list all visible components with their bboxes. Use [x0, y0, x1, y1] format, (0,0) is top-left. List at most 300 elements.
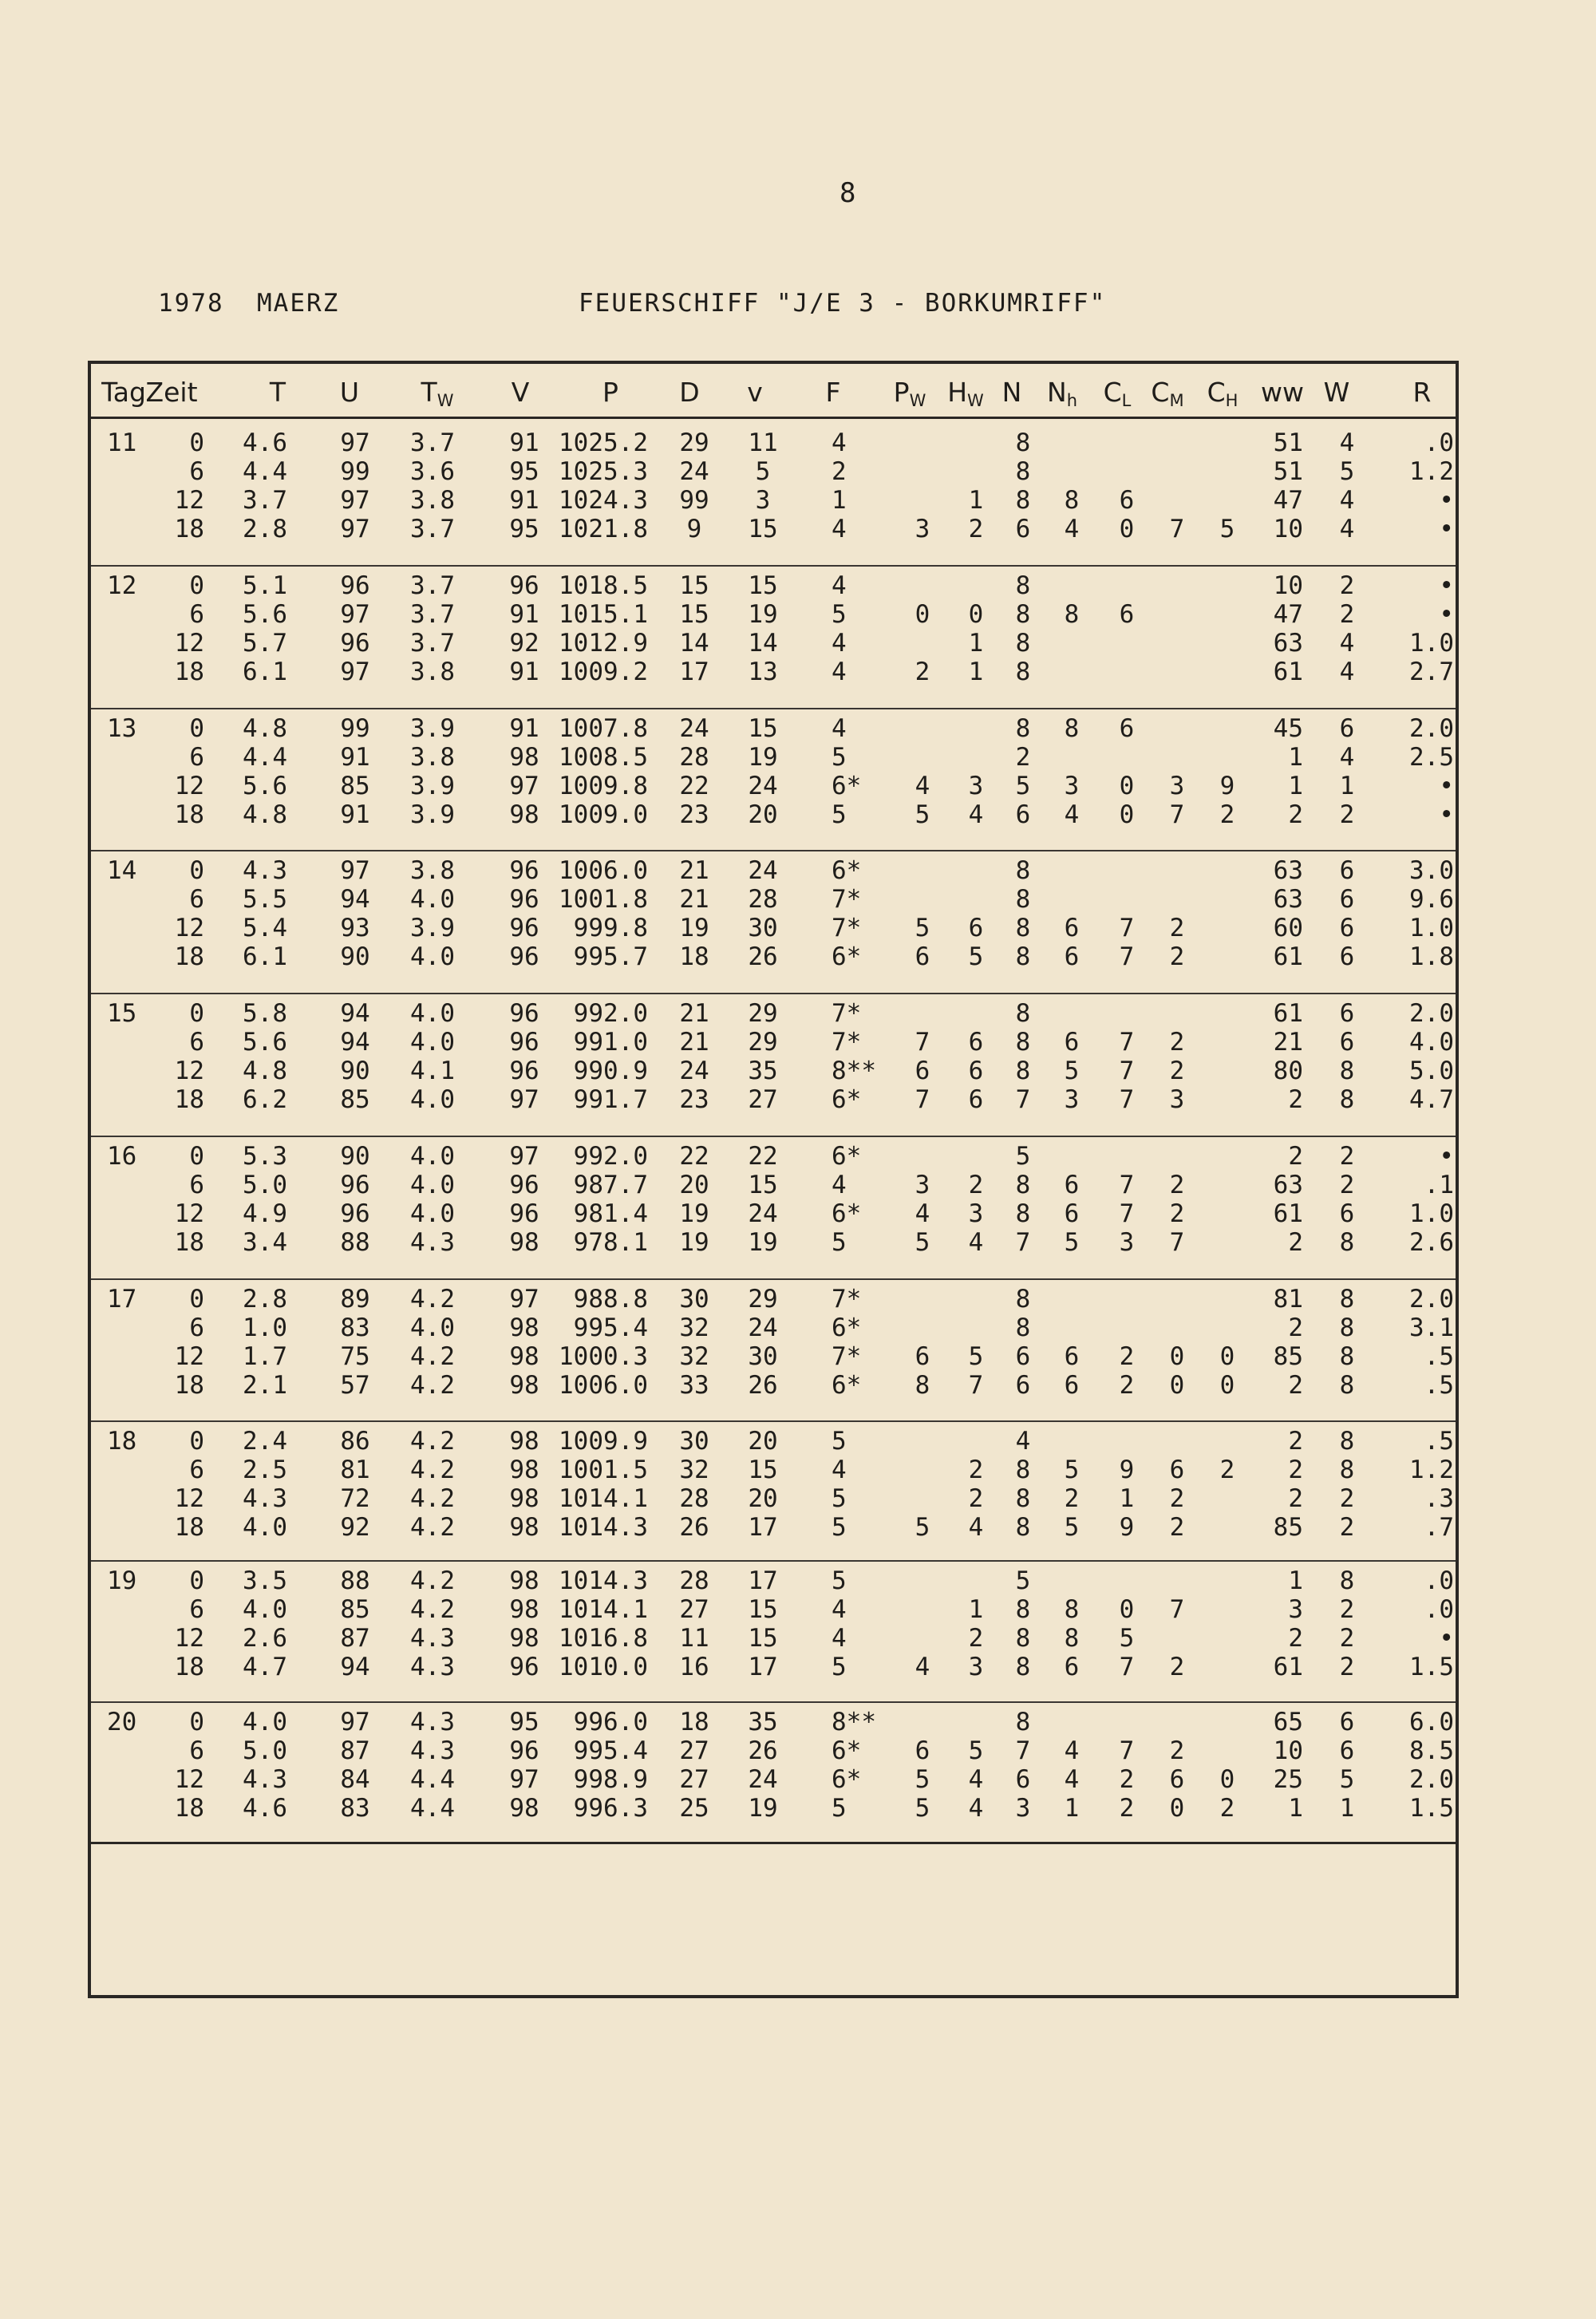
cell-d: 28	[679, 743, 709, 772]
cell-ww: 2	[1288, 1484, 1303, 1513]
cell-v: 29	[748, 999, 778, 1028]
cell-p: 981.4	[573, 1199, 648, 1228]
cell-tw: 4.2	[410, 1371, 455, 1400]
cell-n: 6	[1015, 1342, 1031, 1371]
cell-tw: 4.0	[410, 1171, 455, 1199]
cell-t: 4.0	[243, 1708, 287, 1736]
cell-n: 8	[1015, 486, 1031, 515]
cell-t: 6.1	[243, 942, 287, 971]
cell-v: 19	[748, 600, 778, 629]
cell-u: 91	[340, 800, 370, 829]
cell-ww: 63	[1273, 1171, 1303, 1199]
cell-ww: 85	[1273, 1342, 1303, 1371]
cell-t: 4.4	[243, 457, 287, 486]
cell-p: 1018.5	[559, 571, 648, 600]
cell-n: 8	[1015, 429, 1031, 457]
cell-d: 28	[679, 1484, 709, 1513]
cell-nh: 6	[1064, 1342, 1080, 1371]
cell-hw: 4	[968, 800, 984, 829]
cell-ww: 1	[1288, 772, 1303, 800]
cell-tw: 4.0	[410, 1142, 455, 1171]
column-header	[1104, 377, 1132, 410]
cell-n: 8	[1015, 571, 1031, 600]
cell-f: 4	[832, 658, 847, 686]
cell-t: 4.3	[243, 856, 287, 885]
cell-f: 6*	[832, 856, 862, 885]
cell-d: 21	[679, 999, 709, 1028]
cell-v: 19	[748, 1228, 778, 1257]
cell-nh: 4	[1064, 515, 1080, 543]
cell-tw: 3.7	[410, 571, 455, 600]
cell-cm: 0	[1169, 1794, 1185, 1823]
cell-w: 6	[1339, 856, 1355, 885]
cell-r: .5	[1424, 1342, 1454, 1371]
cell-ww: 45	[1273, 714, 1303, 743]
cell-w: 1	[1339, 772, 1355, 800]
cell-t: 1.7	[243, 1342, 287, 1371]
cell-n: 8	[1015, 1456, 1031, 1484]
cell-d: 32	[679, 1342, 709, 1371]
cell-p: 1016.8	[559, 1624, 648, 1653]
cell-t: 2.4	[243, 1427, 287, 1456]
cell-t: 5.3	[243, 1142, 287, 1171]
cell-cm: 2	[1169, 1028, 1185, 1057]
cell-t: 2.8	[243, 515, 287, 543]
cell-cm: 7	[1169, 515, 1185, 543]
cell-hw: 6	[968, 1085, 984, 1114]
cell-u: 99	[340, 457, 370, 486]
cell-zeit: 6	[189, 1028, 204, 1057]
cell-zeit: 12	[174, 1765, 204, 1794]
cell-n: 5	[1015, 1142, 1031, 1171]
cell-r: •	[1439, 800, 1454, 829]
cell-v: 91	[509, 714, 539, 743]
day-label: 20	[107, 1708, 137, 1736]
cell-f: 7*	[832, 914, 862, 942]
cell-ww: 51	[1273, 429, 1303, 457]
cell-r: 2.5	[1409, 743, 1454, 772]
cell-f: 4	[832, 571, 847, 600]
cell-w: 6	[1339, 999, 1355, 1028]
cell-v: 24	[748, 772, 778, 800]
cell-d: 18	[679, 1708, 709, 1736]
cell-zeit: 0	[189, 856, 204, 885]
cell-w: 6	[1339, 885, 1355, 914]
column-header-subscript: W	[909, 391, 926, 410]
cell-cl: 9	[1119, 1456, 1135, 1484]
cell-cl: 2	[1119, 1371, 1135, 1400]
cell-hw: 0	[968, 600, 984, 629]
cell-zeit: 6	[189, 743, 204, 772]
cell-cl: 9	[1119, 1513, 1135, 1542]
cell-f: 4	[832, 714, 847, 743]
cell-ch: 2	[1219, 1794, 1235, 1823]
cell-zeit: 18	[174, 1085, 204, 1114]
cell-r: 2.0	[1409, 999, 1454, 1028]
cell-w: 2	[1339, 1513, 1355, 1542]
cell-nh: 3	[1064, 772, 1080, 800]
cell-w: 6	[1339, 1736, 1355, 1765]
cell-p: 1012.9	[559, 629, 648, 658]
cell-ww: 2	[1288, 1314, 1303, 1342]
cell-f: 5	[832, 600, 847, 629]
cell-nh: 6	[1064, 1653, 1080, 1681]
cell-v: 13	[748, 658, 778, 686]
cell-w: 2	[1339, 1142, 1355, 1171]
column-header-label: Zeit	[145, 377, 198, 408]
cell-cl: 0	[1119, 772, 1135, 800]
cell-f: 6*	[832, 1736, 862, 1765]
cell-pw: 6	[915, 942, 930, 971]
cell-p: 1021.8	[559, 515, 648, 543]
column-header	[1002, 377, 1022, 408]
cell-f: 6*	[832, 1765, 862, 1794]
cell-p: 987.7	[573, 1171, 648, 1199]
cell-v: 26	[748, 942, 778, 971]
cell-tw: 3.8	[410, 658, 455, 686]
day-label: 19	[107, 1566, 137, 1595]
cell-nh: 8	[1064, 1624, 1080, 1653]
cell-u: 92	[340, 1513, 370, 1542]
column-header-label: U	[339, 377, 360, 408]
cell-d: 22	[679, 772, 709, 800]
column-header	[602, 377, 618, 408]
cell-ww: 10	[1273, 571, 1303, 600]
cell-tw: 4.4	[410, 1794, 455, 1823]
cell-r: 8.5	[1409, 1736, 1454, 1765]
column-header	[1151, 377, 1183, 410]
cell-v: 98	[509, 1427, 539, 1456]
cell-v: 29	[748, 1285, 778, 1314]
cell-n: 8	[1015, 1199, 1031, 1228]
cell-hw: 6	[968, 1028, 984, 1057]
cell-w: 6	[1339, 942, 1355, 971]
cell-zeit: 6	[189, 600, 204, 629]
cell-u: 99	[340, 714, 370, 743]
cell-ww: 2	[1288, 1456, 1303, 1484]
cell-f: 7*	[832, 999, 862, 1028]
cell-u: 97	[340, 515, 370, 543]
cell-u: 97	[340, 1708, 370, 1736]
cell-v: 15	[748, 1624, 778, 1653]
cell-nh: 8	[1064, 1595, 1080, 1624]
column-header	[1324, 377, 1350, 408]
cell-tw: 4.0	[410, 1028, 455, 1057]
cell-n: 5	[1015, 1566, 1031, 1595]
cell-r: 2.0	[1409, 714, 1454, 743]
cell-nh: 1	[1064, 1794, 1080, 1823]
cell-w: 2	[1339, 1624, 1355, 1653]
cell-zeit: 18	[174, 1228, 204, 1257]
cell-p: 1009.8	[559, 772, 648, 800]
cell-cl: 2	[1119, 1794, 1135, 1823]
cell-r: 1.0	[1409, 1199, 1454, 1228]
cell-hw: 3	[968, 1199, 984, 1228]
cell-pw: 7	[915, 1028, 930, 1057]
cell-r: 1.8	[1409, 942, 1454, 971]
cell-d: 9	[686, 515, 702, 543]
cell-t: 5.0	[243, 1171, 287, 1199]
cell-d: 28	[679, 1566, 709, 1595]
cell-v: 96	[509, 914, 539, 942]
cell-d: 21	[679, 856, 709, 885]
cell-n: 3	[1015, 1794, 1031, 1823]
cell-w: 4	[1339, 629, 1355, 658]
cell-ch: 0	[1219, 1765, 1235, 1794]
cell-v: 20	[748, 1484, 778, 1513]
cell-ww: 63	[1273, 856, 1303, 885]
cell-f: 4	[832, 1624, 847, 1653]
cell-tw: 3.7	[410, 629, 455, 658]
cell-hw: 4	[968, 1765, 984, 1794]
cell-cm: 2	[1169, 1171, 1185, 1199]
cell-tw: 3.9	[410, 714, 455, 743]
cell-nh: 4	[1064, 1736, 1080, 1765]
cell-u: 96	[340, 1199, 370, 1228]
cell-f: 5	[832, 1566, 847, 1595]
cell-t: 5.4	[243, 914, 287, 942]
cell-f: 1	[832, 486, 847, 515]
cell-f: 5	[832, 743, 847, 772]
cell-r: .1	[1424, 1171, 1454, 1199]
cell-zeit: 18	[174, 1513, 204, 1542]
cell-r: 9.6	[1409, 885, 1454, 914]
cell-t: 3.7	[243, 486, 287, 515]
cell-v: 35	[748, 1057, 778, 1085]
cell-cl: 7	[1119, 1085, 1135, 1114]
cell-tw: 4.3	[410, 1708, 455, 1736]
day-label: 13	[107, 714, 137, 743]
cell-tw: 4.0	[410, 999, 455, 1028]
cell-v: 27	[748, 1085, 778, 1114]
cell-cl: 2	[1119, 1765, 1135, 1794]
cell-w: 4	[1339, 743, 1355, 772]
cell-u: 87	[340, 1624, 370, 1653]
cell-w: 8	[1339, 1456, 1355, 1484]
cell-w: 1	[1339, 1794, 1355, 1823]
cell-v: 15	[748, 1456, 778, 1484]
cell-nh: 5	[1064, 1228, 1080, 1257]
cell-n: 8	[1015, 1057, 1031, 1085]
cell-zeit: 6	[189, 457, 204, 486]
cell-v: 17	[748, 1653, 778, 1681]
cell-w: 4	[1339, 429, 1355, 457]
cell-p: 990.9	[573, 1057, 648, 1085]
cell-zeit: 0	[189, 429, 204, 457]
cell-zeit: 0	[189, 1708, 204, 1736]
cell-tw: 4.3	[410, 1624, 455, 1653]
cell-f: 5	[832, 1653, 847, 1681]
cell-pw: 3	[915, 515, 930, 543]
cell-p: 988.8	[573, 1285, 648, 1314]
cell-f: 5	[832, 1484, 847, 1513]
cell-n: 8	[1015, 1028, 1031, 1057]
cell-v: 98	[509, 1228, 539, 1257]
cell-ww: 10	[1273, 515, 1303, 543]
cell-nh: 4	[1064, 800, 1080, 829]
cell-cm: 2	[1169, 1513, 1185, 1542]
cell-v: 19	[748, 743, 778, 772]
cell-zeit: 6	[189, 885, 204, 914]
cell-w: 8	[1339, 1342, 1355, 1371]
cell-pw: 5	[915, 1794, 930, 1823]
cell-u: 97	[340, 486, 370, 515]
cell-hw: 6	[968, 1057, 984, 1085]
day-separator	[91, 565, 1456, 567]
cell-zeit: 12	[174, 1624, 204, 1653]
cell-t: 4.8	[243, 1057, 287, 1085]
cell-r: 2.0	[1409, 1285, 1454, 1314]
cell-pw: 5	[915, 800, 930, 829]
cell-d: 14	[679, 629, 709, 658]
cell-r: 1.0	[1409, 629, 1454, 658]
cell-v: 96	[509, 856, 539, 885]
cell-p: 995.4	[573, 1314, 648, 1342]
cell-t: 4.4	[243, 743, 287, 772]
cell-p: 978.1	[573, 1228, 648, 1257]
cell-zeit: 6	[189, 1171, 204, 1199]
cell-v: 17	[748, 1566, 778, 1595]
cell-v: 98	[509, 1456, 539, 1484]
cell-r: .7	[1424, 1513, 1454, 1542]
cell-t: 3.4	[243, 1228, 287, 1257]
cell-d: 25	[679, 1794, 709, 1823]
cell-ww: 65	[1273, 1708, 1303, 1736]
cell-t: 3.5	[243, 1566, 287, 1595]
cell-ww: 81	[1273, 1285, 1303, 1314]
cell-f: 6*	[832, 942, 862, 971]
cell-t: 5.6	[243, 1028, 287, 1057]
cell-r: 1.0	[1409, 914, 1454, 942]
day-label: 18	[107, 1427, 137, 1456]
cell-v: 96	[509, 999, 539, 1028]
column-header	[270, 377, 286, 408]
cell-zeit: 6	[189, 1456, 204, 1484]
day-label: 14	[107, 856, 137, 885]
cell-f: 4	[832, 629, 847, 658]
cell-t: 4.0	[243, 1513, 287, 1542]
cell-t: 4.8	[243, 714, 287, 743]
cell-p: 1001.8	[559, 885, 648, 914]
cell-n: 8	[1015, 658, 1031, 686]
cell-u: 72	[340, 1484, 370, 1513]
column-header	[512, 377, 530, 408]
cell-hw: 6	[968, 914, 984, 942]
cell-t: 2.5	[243, 1456, 287, 1484]
cell-n: 8	[1015, 1314, 1031, 1342]
cell-ww: 80	[1273, 1057, 1303, 1085]
cell-v: 3	[755, 486, 771, 515]
cell-t: 4.3	[243, 1765, 287, 1794]
cell-r: •	[1439, 515, 1454, 543]
cell-tw: 3.8	[410, 743, 455, 772]
cell-cl: 0	[1119, 800, 1135, 829]
cell-w: 8	[1339, 1057, 1355, 1085]
cell-w: 2	[1339, 600, 1355, 629]
cell-v: 30	[748, 914, 778, 942]
cell-u: 96	[340, 629, 370, 658]
cell-zeit: 0	[189, 1142, 204, 1171]
day-separator	[91, 708, 1456, 709]
cell-n: 6	[1015, 800, 1031, 829]
cell-r: 2.0	[1409, 1765, 1454, 1794]
cell-zeit: 18	[174, 942, 204, 971]
cell-v: 97	[509, 772, 539, 800]
cell-ww: 2	[1288, 1228, 1303, 1257]
cell-zeit: 18	[174, 515, 204, 543]
cell-v: 98	[509, 1314, 539, 1342]
cell-f: 7*	[832, 1342, 862, 1371]
cell-u: 85	[340, 1595, 370, 1624]
column-header-label: D	[679, 377, 700, 408]
cell-r: •	[1439, 486, 1454, 515]
cell-f: 5	[832, 1228, 847, 1257]
cell-d: 33	[679, 1371, 709, 1400]
cell-n: 8	[1015, 856, 1031, 885]
column-header-label: F	[825, 377, 841, 408]
cell-w: 8	[1339, 1228, 1355, 1257]
cell-d: 20	[679, 1171, 709, 1199]
cell-p: 1024.3	[559, 486, 648, 515]
column-header	[679, 377, 699, 408]
cell-t: 5.8	[243, 999, 287, 1028]
cell-cl: 2	[1119, 1342, 1135, 1371]
cell-f: 5	[832, 800, 847, 829]
cell-ww: 47	[1273, 486, 1303, 515]
cell-v: 95	[509, 515, 539, 543]
cell-tw: 3.8	[410, 856, 455, 885]
cell-cm: 6	[1169, 1456, 1185, 1484]
cell-cm: 2	[1169, 1057, 1185, 1085]
cell-p: 1008.5	[559, 743, 648, 772]
cell-t: 4.8	[243, 800, 287, 829]
cell-u: 94	[340, 885, 370, 914]
cell-f: 6*	[832, 1142, 862, 1171]
day-separator	[91, 1278, 1456, 1280]
cell-v: 15	[748, 1595, 778, 1624]
cell-r: .0	[1424, 1595, 1454, 1624]
header-year: 1978	[158, 289, 224, 318]
cell-hw: 1	[968, 1595, 984, 1624]
cell-cm: 2	[1169, 1653, 1185, 1681]
cell-n: 8	[1015, 600, 1031, 629]
cell-ww: 2	[1288, 1624, 1303, 1653]
cell-u: 88	[340, 1566, 370, 1595]
column-header	[826, 377, 841, 408]
cell-f: 8**	[832, 1708, 876, 1736]
cell-ww: 2	[1288, 1371, 1303, 1400]
cell-v: 17	[748, 1513, 778, 1542]
column-header-label: v	[747, 377, 763, 408]
cell-ww: 61	[1273, 942, 1303, 971]
cell-w: 2	[1339, 1653, 1355, 1681]
cell-v: 5	[755, 457, 771, 486]
cell-nh: 8	[1064, 714, 1080, 743]
cell-r: .5	[1424, 1427, 1454, 1456]
cell-cl: 0	[1119, 1595, 1135, 1624]
cell-v: 92	[509, 629, 539, 658]
column-header-label: Tag	[101, 377, 146, 408]
column-header	[1047, 377, 1077, 410]
column-header-subscript: W	[967, 391, 984, 410]
cell-t: 4.0	[243, 1595, 287, 1624]
cell-ww: 61	[1273, 1653, 1303, 1681]
cell-u: 83	[340, 1314, 370, 1342]
cell-tw: 4.3	[410, 1653, 455, 1681]
cell-d: 16	[679, 1653, 709, 1681]
cell-v: 98	[509, 1371, 539, 1400]
cell-d: 19	[679, 1199, 709, 1228]
